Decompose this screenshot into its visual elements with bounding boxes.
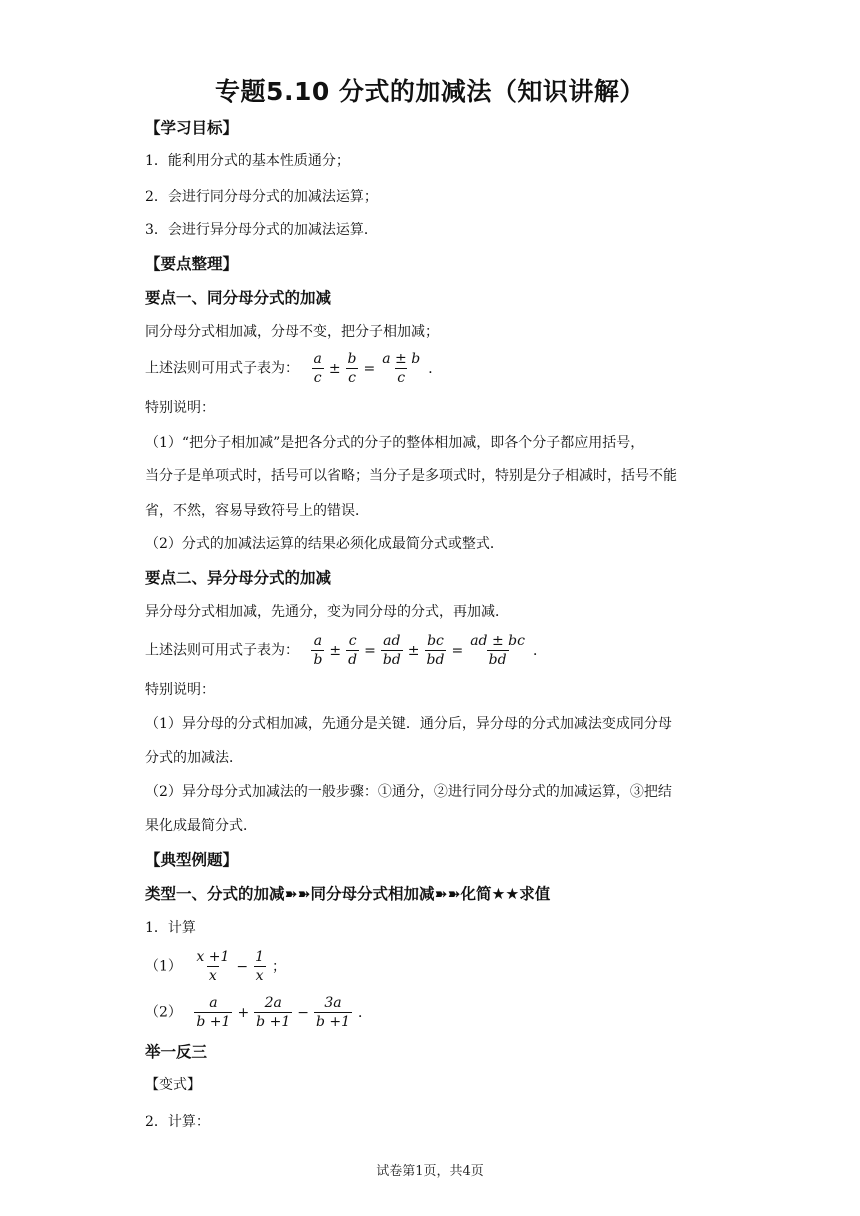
- fraction: $\frac{x +1}{x}$: [196, 949, 230, 984]
- examples-heading: 【典型例题】: [145, 851, 239, 869]
- fraction: $\frac{2a}{b +1}$: [256, 995, 291, 1030]
- page-footer: 试卷第1页，共4页: [376, 1164, 484, 1179]
- point-2-note-2b: 果化成最简分式．: [145, 818, 257, 834]
- question-1-part-1: （1） $\frac{x +1}{x}$ − $\frac{1}{x}$ ；: [145, 949, 287, 984]
- fraction: $\frac{a}{b +1}$: [196, 995, 231, 1030]
- point-1-heading: 要点一、同分母分式的加减: [145, 289, 332, 307]
- point-2-note-1a: （1）异分母的分式相加减，先通分是关键．通分后，异分母的分式加减法变成同分母: [145, 716, 672, 732]
- point-1-note-2: （2）分式的加减法运算的结果必须化成最简分式或整式．: [145, 536, 504, 552]
- q1-part2-expression: $\frac{a}{b +1}$ + $\frac{2a}{b +1}$ − $\frac{3a}{b +1}$ ．: [196, 995, 373, 1030]
- fraction: $\frac{ad \pm bc}{bd}$: [470, 633, 525, 668]
- fraction: $\frac{1}{x}$: [255, 949, 265, 984]
- point-1-note-1a: （1）“把分子相加减”是把各分式的分子的整体相加减，即各个分子都应用括号，: [145, 435, 645, 451]
- fraction: $\frac{b}{c}$: [347, 351, 357, 386]
- question-2: 2．计算：: [145, 1114, 210, 1130]
- key-points-heading: 【要点整理】: [145, 255, 239, 273]
- variant-heading: 【变式】: [145, 1077, 201, 1093]
- question-1: 1．计算: [145, 920, 196, 936]
- point-2-note-label: 特别说明：: [145, 682, 215, 698]
- fraction: $\frac{c}{d}$: [348, 633, 358, 668]
- point-2-note-2a: （2）异分母分式加减法的一般步骤：①通分，②进行同分母分式的加减运算，③把结: [145, 784, 672, 800]
- fraction: $\frac{a \pm b}{c}$: [382, 351, 421, 386]
- practice-heading: 举一反三: [145, 1043, 208, 1061]
- fraction: $\frac{ad}{bd}$: [382, 633, 401, 668]
- point-1-note-1b: 当分子是单项式时，括号可以省略；当分子是多项式时，特别是分子相减时，括号不能: [145, 468, 677, 484]
- point-1-rule: 同分母分式相加减，分母不变，把分子相加减；: [145, 324, 439, 340]
- question-1-part-2: （2） $\frac{a}{b +1}$ + $\frac{2a}{b +1}$ − $\frac{3a}{b +1}$ ．: [145, 995, 373, 1030]
- formula-prefix: 上述法则可用式子表为：: [145, 642, 299, 659]
- same-denominator-formula: $\frac{a}{c}$ ± $\frac{b}{c}$ = $\frac{a \pm b}{c}$ ．: [313, 351, 443, 386]
- point-1-note-1c: 省，不然，容易导致符号上的错误．: [145, 503, 369, 519]
- goal-2: 2．会进行同分母分式的加减法运算；: [145, 189, 378, 205]
- point-2-heading: 要点二、异分母分式的加减: [145, 569, 332, 587]
- point-1-formula-line: [145, 350, 442, 387]
- goal-3: 3．会进行异分母分式的加减法运算．: [145, 222, 378, 238]
- goals-heading: 【学习目标】: [145, 119, 239, 137]
- fraction: $\frac{bc}{bd}$: [426, 633, 445, 668]
- page-title: 专题5.10 分式的加减法（知识讲解）: [215, 77, 645, 106]
- fraction: $\frac{a}{c}$: [313, 351, 322, 386]
- q1-part1-expression: $\frac{x +1}{x}$ − $\frac{1}{x}$ ；: [196, 949, 287, 984]
- point-1-note-label: 特别说明：: [145, 400, 215, 416]
- fraction: $\frac{a}{b}$: [313, 633, 323, 668]
- type-1-heading: 类型一、分式的加减➽➽同分母分式相加减➽➽化简★★求值: [145, 885, 551, 903]
- formula-prefix: 上述法则可用式子表为：: [145, 360, 299, 377]
- point-2-rule: 异分母分式相加减，先通分，变为同分母的分式，再加减．: [145, 604, 509, 620]
- fraction: $\frac{3a}{b +1}$: [315, 995, 351, 1030]
- point-2-formula-line: [145, 632, 547, 669]
- point-2-note-1b: 分式的加减法．: [145, 750, 243, 766]
- different-denominator-formula: $\frac{a}{b}$ ± $\frac{c}{d}$ = $\frac{ad}{bd}$ ± $\frac{bc}{bd}$ = $\frac{ad \pm bc}{bd}$ ．: [313, 633, 547, 668]
- goal-1: 1．能利用分式的基本性质通分；: [145, 153, 350, 169]
